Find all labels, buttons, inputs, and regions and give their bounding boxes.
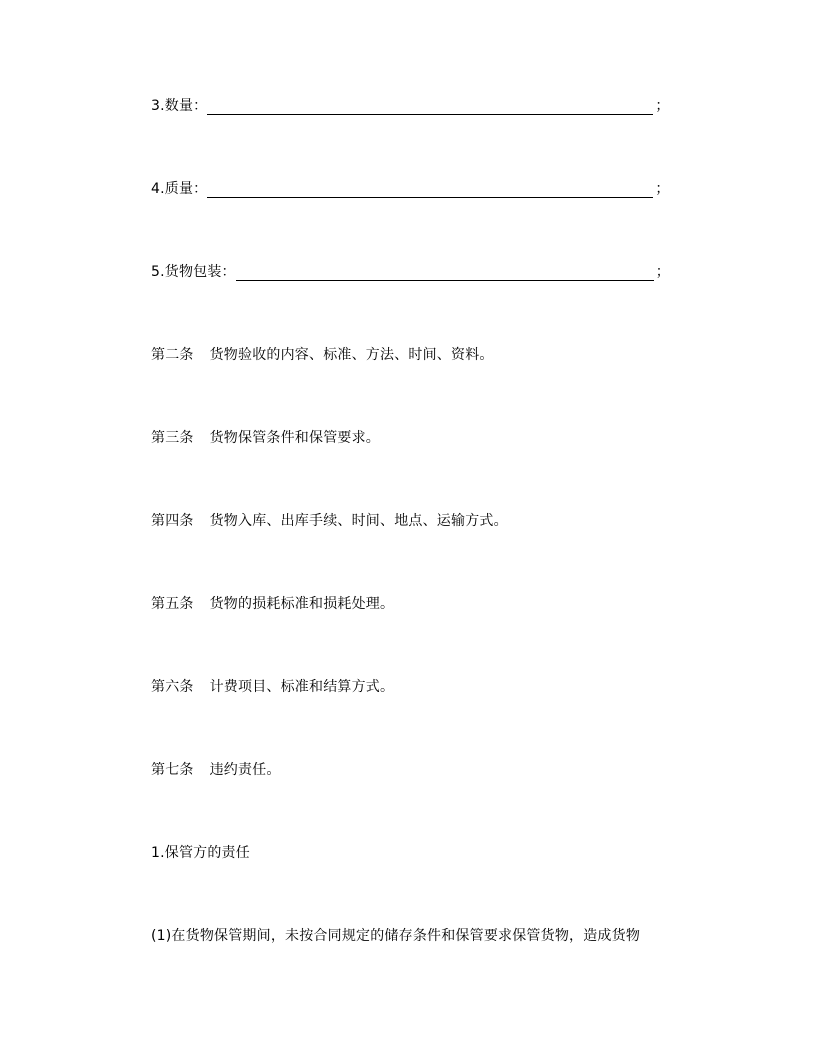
quality-blank <box>207 185 653 198</box>
article-7-number: 第七条 <box>151 762 194 778</box>
article-6-text: 计费项目、标准和结算方式。 <box>209 679 395 695</box>
subsection-heading: 1.保管方的责任 <box>151 845 250 861</box>
packaging-field <box>151 263 670 281</box>
article-3-text: 货物保管条件和保管要求。 <box>209 430 381 446</box>
article-6-number: 第六条 <box>151 679 194 695</box>
quality-label: 4.质量： <box>151 181 208 197</box>
article-4 <box>151 512 508 530</box>
quality-field <box>151 180 670 198</box>
packaging-label: 5.货物包装： <box>151 264 236 280</box>
article-3-number: 第三条 <box>151 430 194 446</box>
quality-end: ； <box>655 181 670 197</box>
article-3 <box>151 429 380 447</box>
article-7-text: 违约责任。 <box>209 762 281 778</box>
article-4-number: 第四条 <box>151 513 194 529</box>
quantity-blank <box>207 102 653 115</box>
article-2-text: 货物验收的内容、标准、方法、时间、资料。 <box>209 347 494 363</box>
article-2 <box>151 346 494 364</box>
article-5-text: 货物的损耗标准和损耗处理。 <box>209 596 395 612</box>
quantity-label: 3.数量： <box>151 98 208 114</box>
article-6 <box>151 678 394 696</box>
article-2-number: 第二条 <box>151 347 194 363</box>
article-5 <box>151 595 394 613</box>
quantity-field <box>151 97 670 115</box>
packaging-blank <box>236 268 654 281</box>
packaging-end: ； <box>655 264 670 280</box>
quantity-end: ； <box>655 98 670 114</box>
article-5-number: 第五条 <box>151 596 194 612</box>
article-7 <box>151 761 281 779</box>
article-4-text: 货物入库、出库手续、时间、地点、运输方式。 <box>209 513 508 529</box>
clause-text: (1)在货物保管期间，未按合同规定的储存条件和保管要求保管货物，造成货物 <box>151 928 641 944</box>
